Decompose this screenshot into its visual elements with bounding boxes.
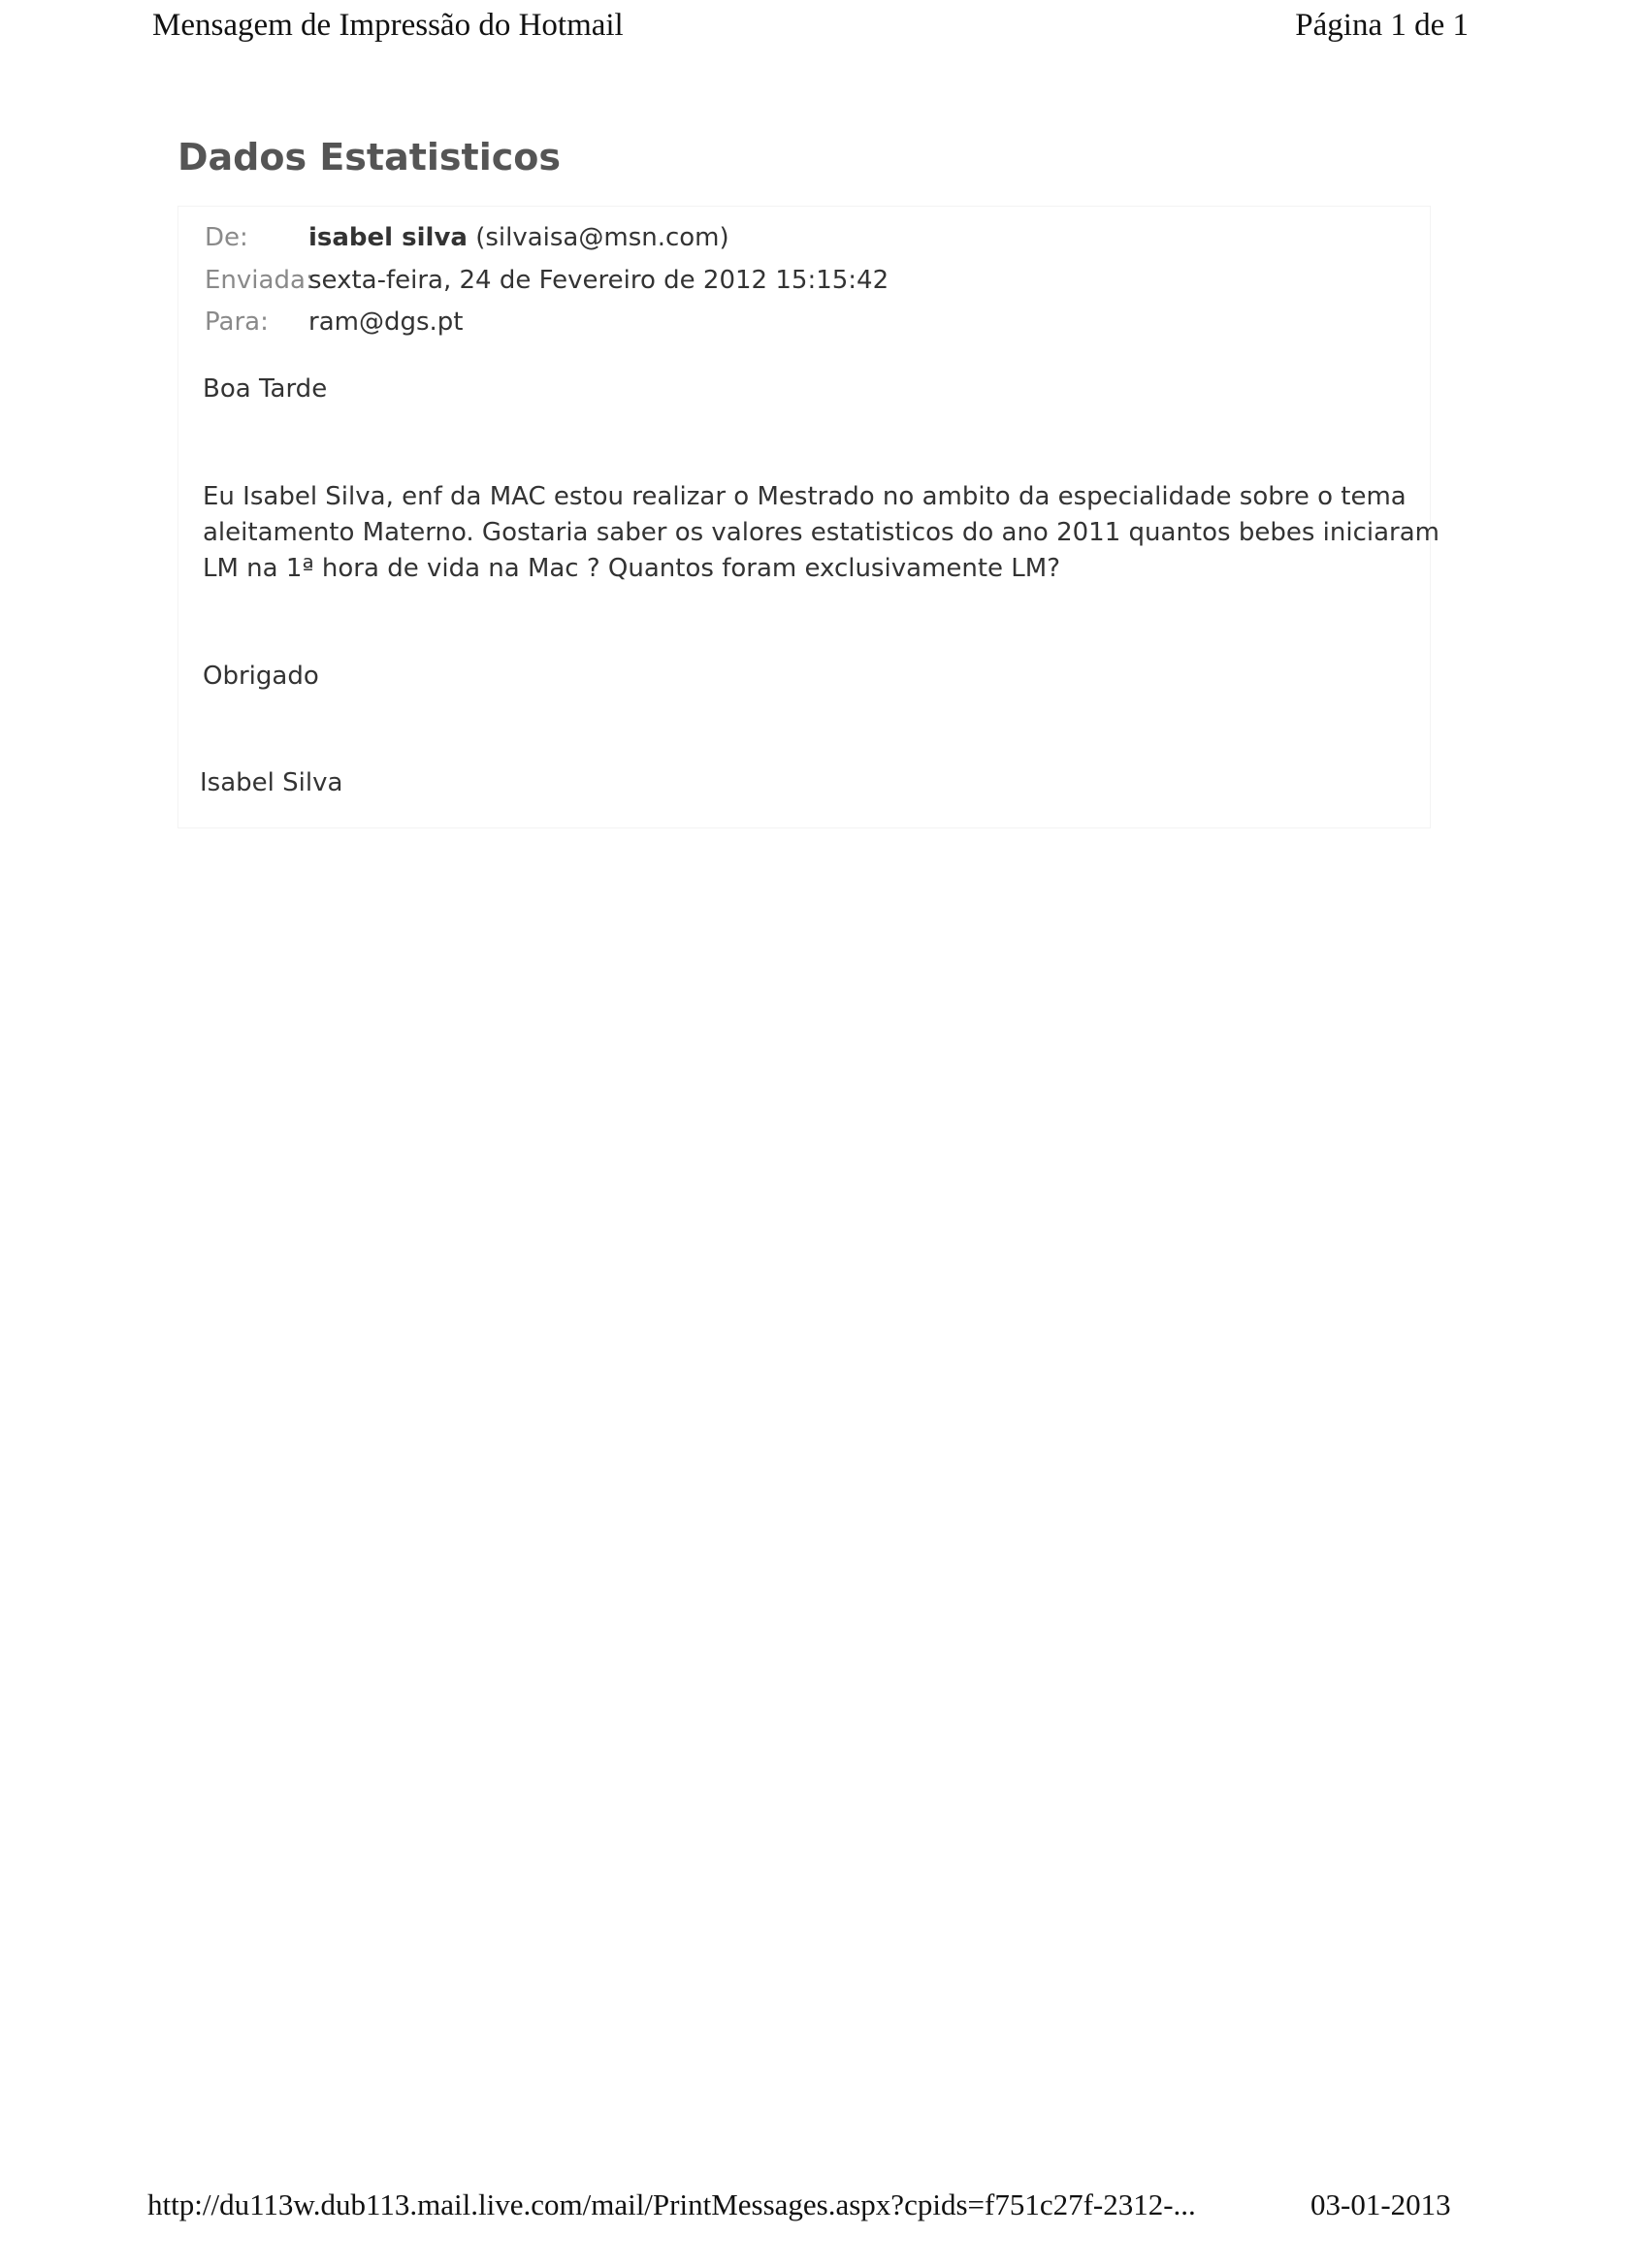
body-greeting: Boa Tarde: [203, 374, 328, 404]
body-paragraph: [203, 479, 1439, 587]
sent-label: Enviada:: [205, 266, 314, 295]
to-label: Para:: [205, 308, 269, 337]
sender-email: (silvaisa@msn.com): [475, 223, 729, 252]
print-footer-url: http://du113w.dub113.mail.live.com/mail/PrintMessages.aspx?cpids=f751c27f-2312-...: [147, 2187, 1196, 2221]
from-label: De:: [205, 223, 248, 252]
body-closing: Obrigado: [203, 662, 319, 691]
paragraph-line: aleitamento Materno. Gostaria saber os valores estatisticos do ano 2011 quantos bebes iniciaram: [203, 518, 1439, 547]
page-indicator: Página 1 de 1: [1295, 8, 1469, 43]
message-subject: Dados Estatisticos: [178, 136, 561, 178]
sender-name: isabel silva: [308, 223, 468, 252]
paragraph-line: LM na 1ª hora de vida na Mac ? Quantos foram exclusivamente LM?: [203, 554, 1060, 583]
to-value: ram@dgs.pt: [308, 308, 464, 337]
print-footer-date: 03-01-2013: [1310, 2187, 1451, 2221]
body-signature: Isabel Silva: [200, 768, 343, 797]
print-header-title: Mensagem de Impressão do Hotmail: [152, 8, 624, 43]
sent-value: sexta-feira, 24 de Fevereiro de 2012 15:15:42: [308, 266, 889, 295]
paragraph-line: Eu Isabel Silva, enf da MAC estou realizar o Mestrado no ambito da especialidade sobre o tema: [203, 482, 1406, 511]
from-value: [308, 223, 729, 252]
